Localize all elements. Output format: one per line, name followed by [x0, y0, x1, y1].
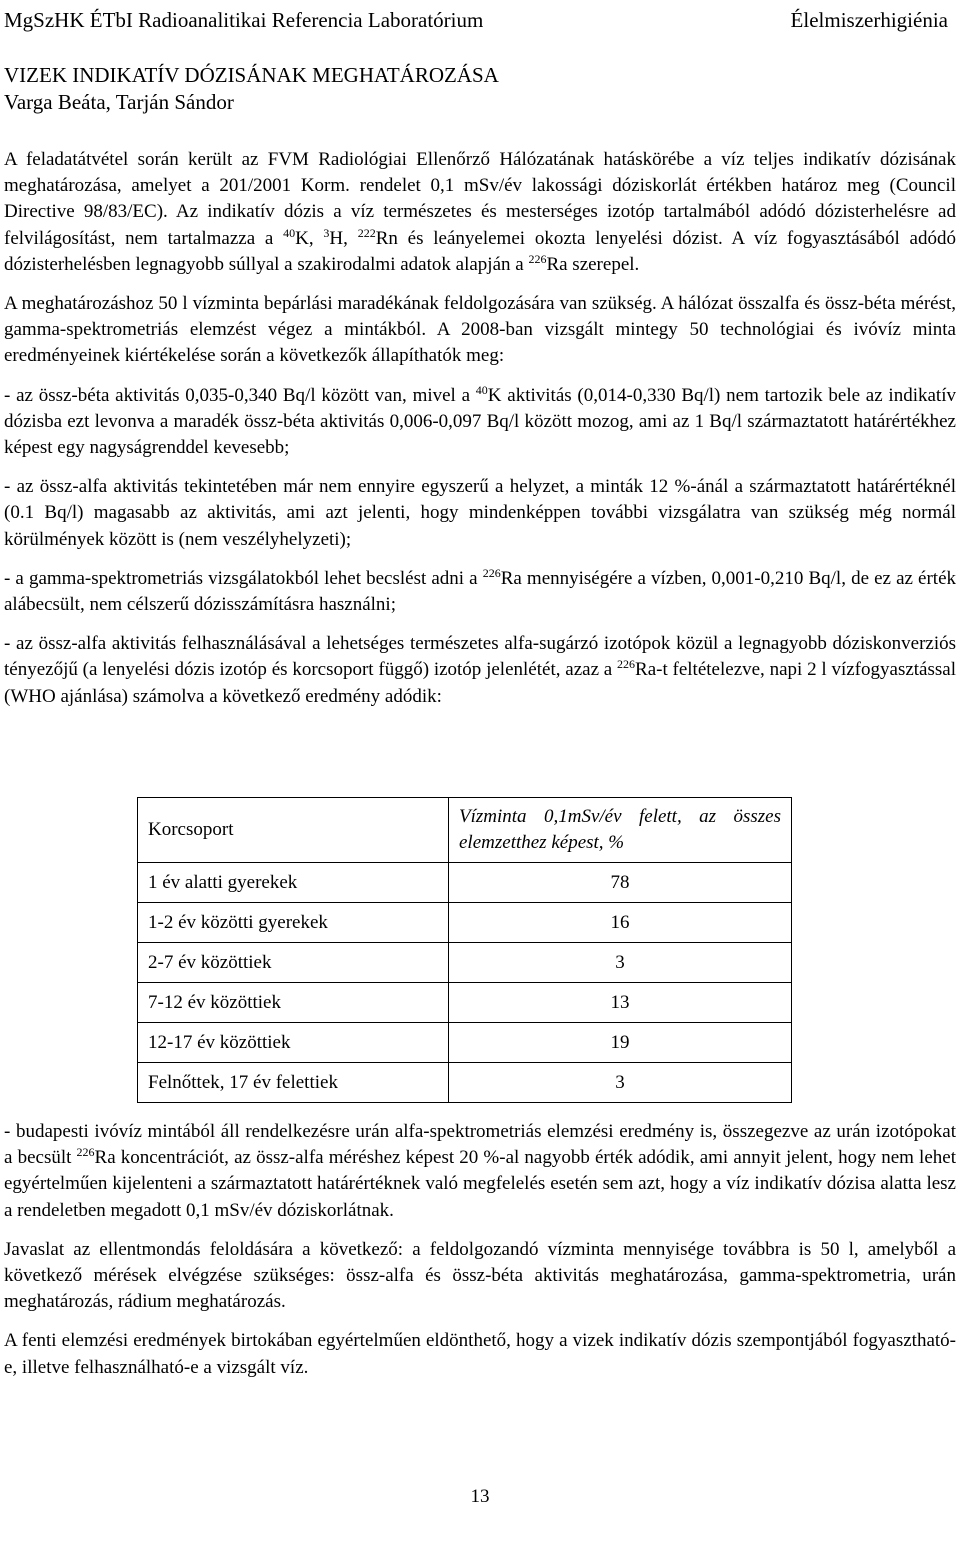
header-percentage-text: Vízminta 0,1mSv/év felett, az összes elemzetthez képest, % — [459, 806, 781, 853]
age-group-table — [137, 797, 792, 1103]
p6-text-b: Ra-t feltételezve, napi 2 l vízfogyasztással (WHO ajánlása) számolva a következő eredmény adódik: — [4, 659, 956, 707]
row-value: 19 — [449, 1023, 792, 1063]
p6-text-a: - az össz-alfa aktivitás felhasználásával a lehetséges természetes alfa-sugárzó izotópok közül a legnagyobb dóziskonverziós tényezőjű (a lenyelési dózis izotóp és korcsoport függő) izotóp jelenlétét, azaz a — [4, 633, 956, 681]
p5-text-a: - a gamma-spektrometriás vizsgálatokból lehet becslést adni a — [4, 567, 483, 589]
p5-text-b: Ra mennyiségére a vízben, 0,001-0,210 Bq/l, de ez az érték alábecsült, nem célszerű dózisszámításra használni; — [4, 567, 957, 616]
p7-sup: 226 — [76, 1145, 95, 1160]
row-value: 3 — [449, 943, 792, 983]
row-value: 78 — [449, 863, 792, 903]
table-row — [138, 1023, 792, 1063]
p7-text-b: Ra koncentrációt, az össz-alfa méréshez képest 20 %-al nagyobb érték adódik, ami annyit jelent, hogy nem lehet egyértelműen kijelenteni a származtatott határértéknek való megfelelés esetén sem azt, hogy a víz indikatív dózisa alatta lesz a rendeletben megadott 0,1 mSv/év dóziskorlátnak. — [4, 1147, 956, 1221]
authors: Varga Beáta, Tarján Sándor — [4, 90, 234, 114]
row-group: 1 év alatti gyerekek — [138, 863, 449, 903]
p3-sup: 40 — [475, 382, 488, 397]
table-row — [138, 863, 792, 903]
row-group: 1-2 év közötti gyerekek — [138, 903, 449, 943]
row-value: 13 — [449, 983, 792, 1023]
paragraph-beta — [4, 383, 956, 462]
table-row — [138, 903, 792, 943]
row-group: 7-12 év közöttiek — [138, 983, 449, 1023]
row-group: 12-17 év közöttiek — [138, 1023, 449, 1063]
p1-text-a: A feladatátvétel során került az FVM Radiológiai Ellenőrző Hálózatának hatáskörébe a víz teljes indikatív dózisának meghatározása, amelyet a 201/2001 Korm. rendelet 0,1 mSv/év lakossági dóziskorlát értékben határoz meg (Council Directive 98/83/EC). Az indikatív dózis a víz természetes és mesterséges izotóp tartalmából adódó dózisterhelésre ad felvilágosítást, nem tartalmazza a — [4, 149, 956, 249]
p1-text-e: Ra szerepel. — [546, 253, 640, 275]
title-block — [4, 62, 499, 116]
table-header-row — [138, 798, 792, 863]
paragraph-proposal: Javaslat az ellentmondás feloldására a következő: a feldolgozandó vízminta mennyisége továbbra is 50 l, amelyből a következő mérések elvégzése szükséges: össz-alfa és össz-béta aktivitás meghatározása, gamma-spektrometria, urán meghatározás, rádium meghatározás. — [4, 1238, 956, 1313]
row-group: Felnőttek, 17 év felettiek — [138, 1063, 449, 1103]
table-row — [138, 943, 792, 983]
header-lab-name: MgSzHK ÉTbI Radioanalitikai Referencia Laboratórium — [4, 8, 484, 32]
table-row — [138, 1063, 792, 1103]
body-text-lower — [4, 1119, 956, 1394]
row-value: 16 — [449, 903, 792, 943]
paragraph-alpha: - az össz-alfa aktivitás tekintetében már nem ennyire egyszerű a helyzet, a minták 12 %-ánál a származtatott határértéknél (0.1 Bq/l) magasabb az aktivitás, ami azt jelenti, hogy mindenképpen további vizsgálatra van szükség még normál körülmények között is (nem veszélyhelyzeti); — [4, 476, 956, 550]
p1-sup-226: 226 — [528, 251, 547, 266]
paragraph-intro — [4, 147, 956, 278]
page-number: 13 — [470, 1486, 490, 1507]
header-department: Élelmiszerhigiénia — [790, 8, 948, 32]
paragraph-method: A meghatározáshoz 50 l vízminta bepárlási maradékának feldolgozására van szükség. A hálózat összalfa és össz-béta mérést, gamma-spektrometriás elemzést végez a mintákból. A 2008-ban vizsgált mintegy 50 technológiai és ivóvíz minta eredményeinek kiértékelése során a következők állapíthatók meg: — [4, 293, 956, 367]
paragraph-dose-conversion — [4, 631, 956, 710]
p3-text-a: - az össz-béta aktivitás 0,035-0,340 Bq/l között van, mivel a — [4, 384, 476, 406]
paragraph-conclusion: A fenti elemzési eredmények birtokában egyértelműen eldönthető, hogy a vizek indikatív dózis szempontjából fogyasztható-e, illetve felhasználható-e a vizsgált víz. — [4, 1330, 956, 1378]
row-group: 2-7 év közöttiek — [138, 943, 449, 983]
p5-sup: 226 — [482, 565, 501, 580]
p1-sup-3: 3 — [323, 225, 330, 240]
table-row — [138, 983, 792, 1023]
p1-text-c: H, — [329, 227, 358, 249]
paragraph-gamma — [4, 566, 956, 618]
p1-text-d: Rn és leányelemei okozta lenyelési dózist. A víz fogyasztásából adódó dózisterhelésben legnagyobb súllyal a szakirodalmi adatok alapján a — [4, 227, 956, 275]
header-cell-age-group: Korcsoport — [138, 798, 449, 863]
p1-sup-222: 222 — [357, 225, 376, 240]
p1-sup-40: 40 — [283, 225, 296, 240]
row-value: 3 — [449, 1063, 792, 1103]
document-title: VIZEK INDIKATÍV DÓZISÁNAK MEGHATÁROZÁSA — [4, 63, 499, 87]
body-text-upper — [4, 147, 956, 723]
header-cell-percentage — [449, 798, 792, 863]
p6-sup: 226 — [617, 657, 636, 672]
paragraph-uranium — [4, 1119, 956, 1224]
p1-text-b: K, — [295, 227, 324, 249]
p3-text-b: K aktivitás (0,014-0,330 Bq/l) nem tartozik bele az indikatív dózisba ezt levonva a maradék össz-béta aktivitás 0,006-0,097 Bq/l között mozog, ami az 1 Bq/l származtatott határértékhez képest egy nagyságrenddel kevesebb; — [4, 384, 956, 459]
page-header — [4, 8, 948, 34]
p7-text-a: - budapesti ivóvíz mintából áll rendelkezésre urán alfa-spektrometriás elemzési eredmény is, összegezve az urán izotópokat a becsült — [4, 1121, 956, 1169]
